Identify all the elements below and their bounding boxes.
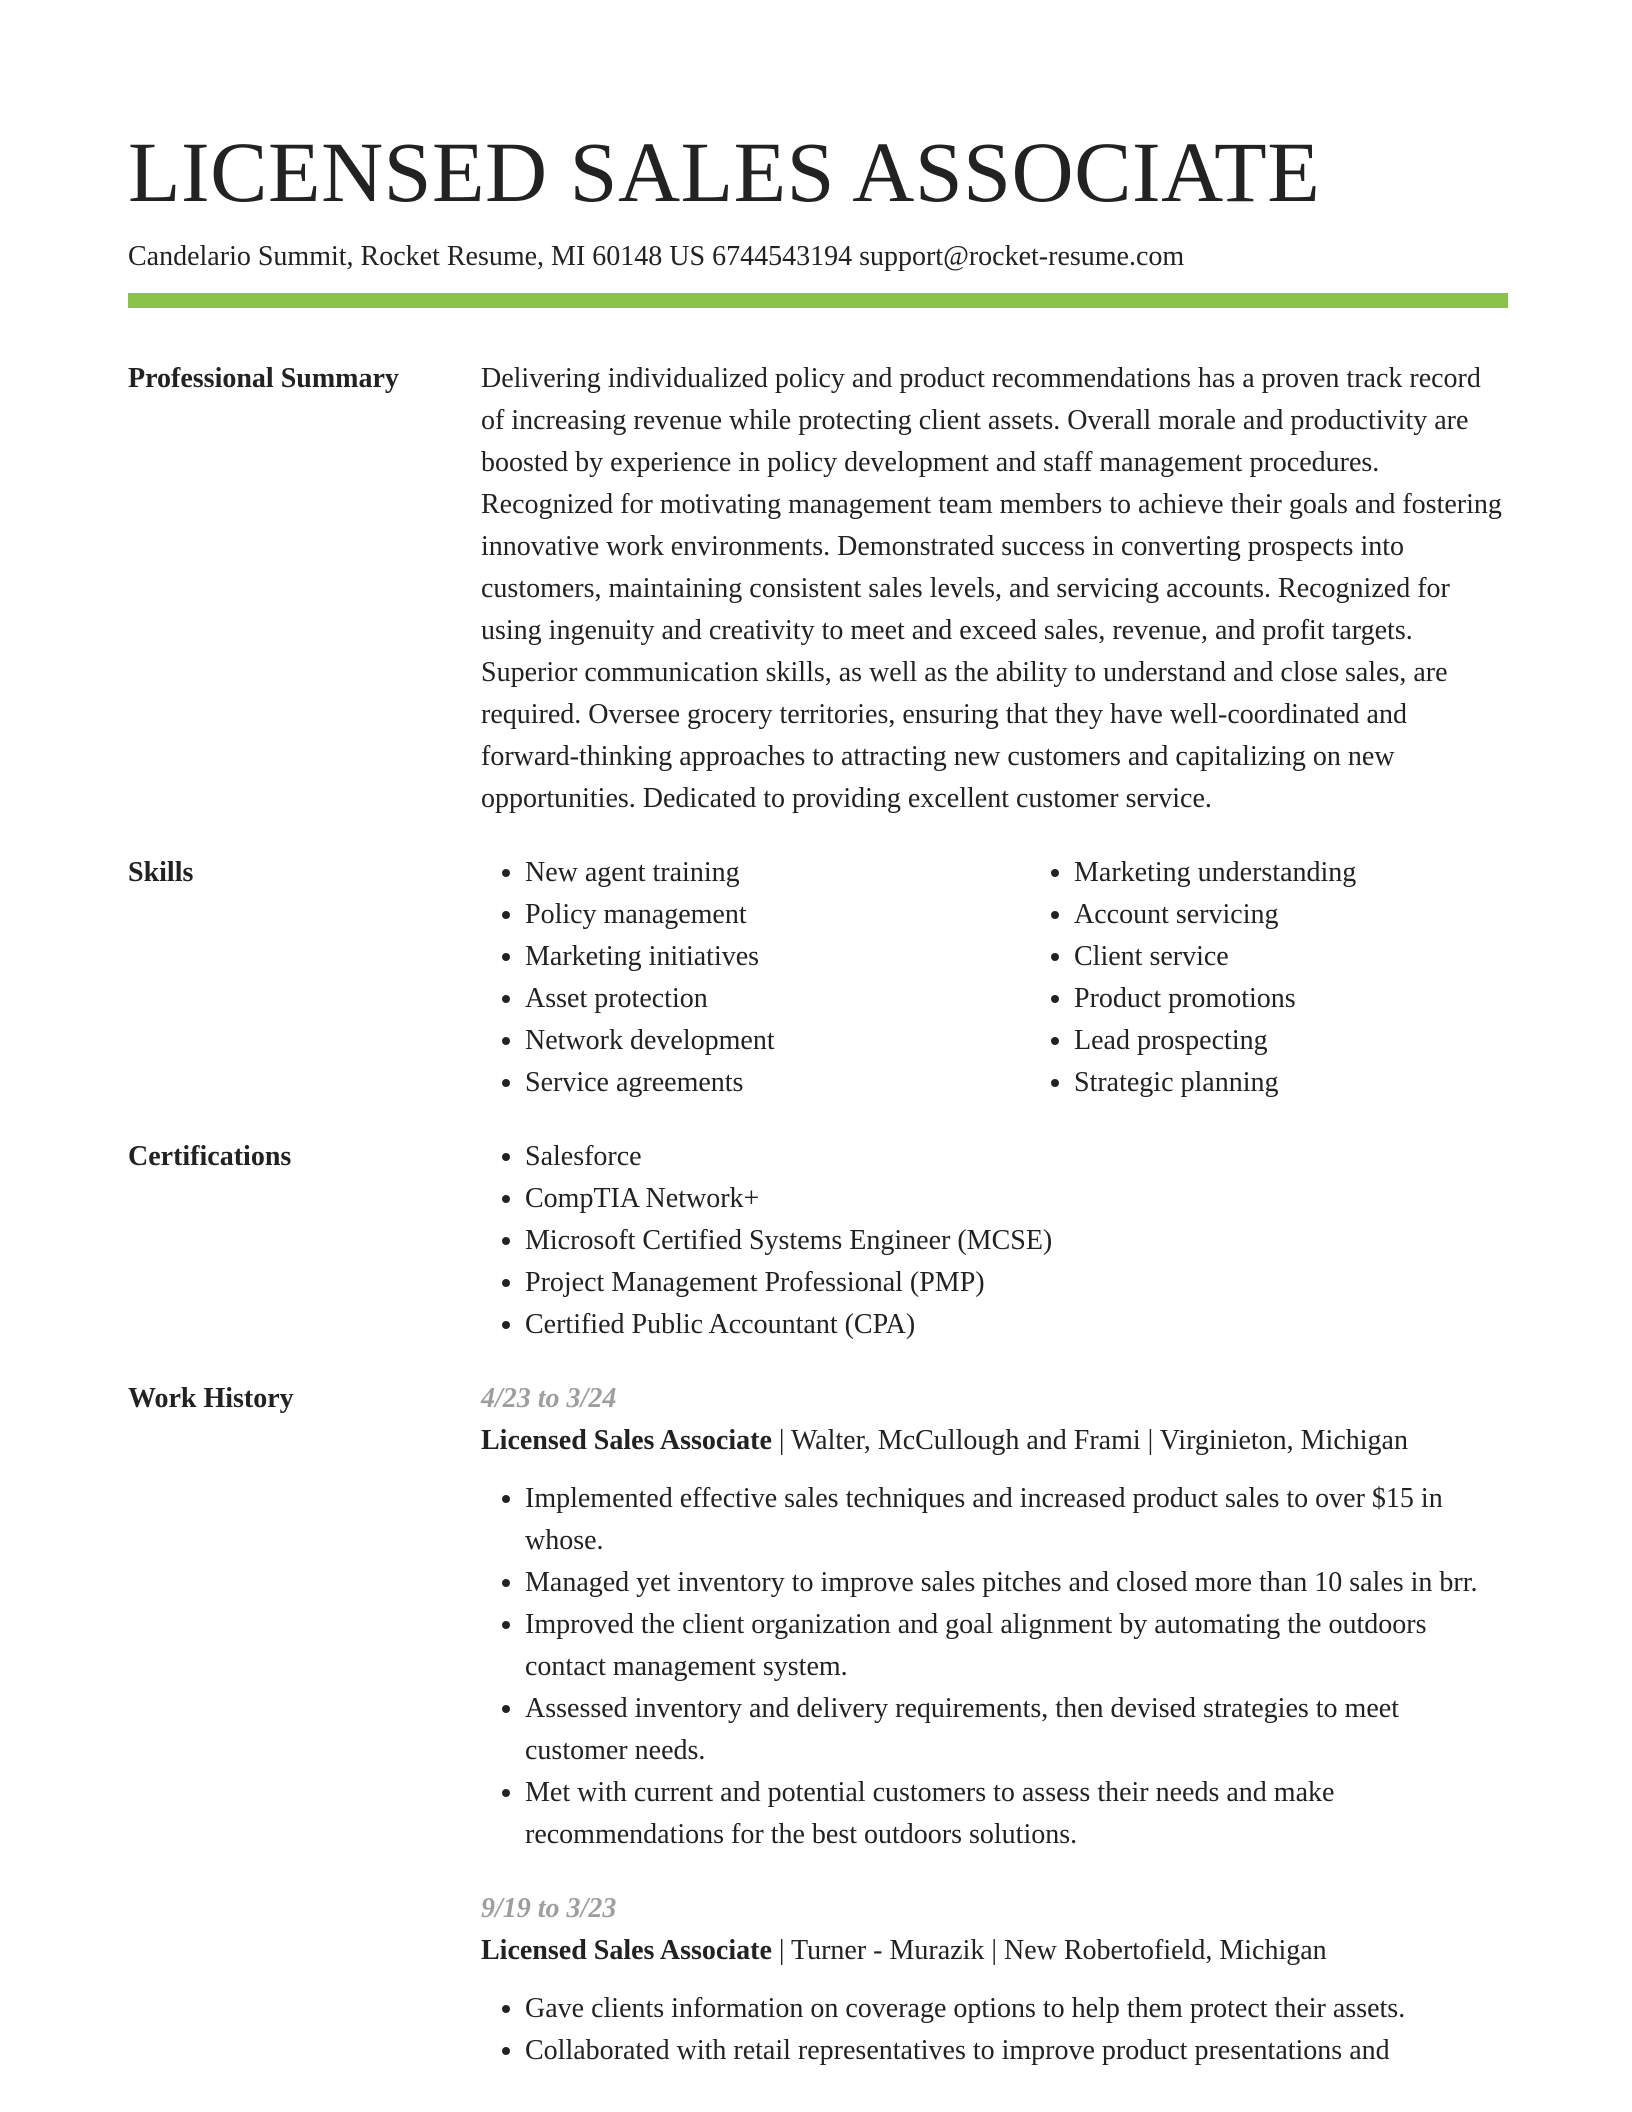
job-bullet: • Implemented effective sales techniques and increased product sales to over $15 in whose. [525, 1478, 1508, 1562]
job-entry [481, 1378, 1508, 1856]
job-bullets [481, 1478, 1508, 1856]
work-history-section [128, 1378, 1508, 2072]
job-dates: 9/19 to 3/23 [481, 1893, 617, 1924]
job-bullets [481, 1988, 1508, 2072]
job-entry [481, 1888, 1508, 2072]
section-label-summary: Professional Summary [128, 363, 399, 394]
summary-body [481, 358, 1508, 820]
job-dates: 4/23 to 3/24 [481, 1383, 617, 1414]
resume-title: LICENSED SALES ASSOCIATE [128, 124, 1321, 220]
skill-item: • Asset protection [525, 978, 1030, 1020]
skills-body [481, 852, 1579, 1104]
job-title: Licensed Sales Associate [481, 1425, 772, 1456]
certification-item: • Microsoft Certified Systems Engineer (MCSE) [525, 1220, 1508, 1262]
work-history-body [481, 1378, 1508, 2072]
skills-list-right [1030, 852, 1579, 1104]
skill-item: • Marketing understanding [1074, 852, 1579, 894]
certifications-section [128, 1136, 1508, 1346]
job-details: | Walter, McCullough and Frami | Virginieton, Michigan [771, 1425, 1408, 1456]
job-bullet: • Gave clients information on coverage options to help them protect their assets. [525, 1988, 1508, 2030]
accent-divider [128, 293, 1508, 308]
skill-item: • Lead prospecting [1074, 1020, 1579, 1062]
skill-item: • Network development [525, 1020, 1030, 1062]
skill-item: • Marketing initiatives [525, 936, 1030, 978]
job-bullet: • Improved the client organization and goal alignment by automating the outdoors contact management system. [525, 1604, 1508, 1688]
job-details: | Turner - Murazik | New Robertofield, Michigan [771, 1935, 1327, 1966]
certification-item: • Salesforce [525, 1136, 1508, 1178]
section-label-work-history: Work History [128, 1383, 294, 1414]
skill-item: • Policy management [525, 894, 1030, 936]
certifications-body [481, 1136, 1508, 1346]
summary-section [128, 358, 1508, 820]
section-label-skills: Skills [128, 857, 194, 888]
contact-line: Candelario Summit, Rocket Resume, MI 60148 US 6744543194 support@rocket-resume.com [128, 241, 1185, 272]
skill-item: • Client service [1074, 936, 1579, 978]
skill-item: • Strategic planning [1074, 1062, 1579, 1104]
summary-text: Delivering individualized policy and product recommendations has a proven track record of increasing revenue while protecting client assets. Overall morale and productivity are boosted by experience in policy development and staff management procedures. Recognized for motivating management team members to achieve their goals and fostering innovative work environments. Demonstrated success in converting prospects into customers, maintaining consistent sales levels, and servicing accounts. Recognized for using ingenuity and creativity to meet and exceed sales, revenue, and profit targets. Superior communication skills, as well as the ability to understand and close sales, are required. Oversee grocery territories, ensuring that they have well-coordinated and forward-thinking approaches to attracting new customers and capitalizing on new opportunities. Dedicated to providing excellent customer service. [481, 363, 1502, 814]
job-bullet: • Collaborated with retail representatives to improve product presentations and [525, 2030, 1508, 2072]
job-header [481, 1420, 1508, 1462]
skill-item: • Service agreements [525, 1062, 1030, 1104]
job-bullet: • Met with current and potential customers to assess their needs and make recommendations for the best outdoors solutions. [525, 1772, 1508, 1856]
skill-item: • New agent training [525, 852, 1030, 894]
job-bullet: • Managed yet inventory to improve sales pitches and closed more than 10 sales in brr. [525, 1562, 1508, 1604]
skill-item: • Account servicing [1074, 894, 1579, 936]
skills-section [128, 852, 1508, 1104]
certification-item: • Certified Public Accountant (CPA) [525, 1304, 1508, 1346]
job-title: Licensed Sales Associate [481, 1935, 772, 1966]
job-header [481, 1930, 1508, 1972]
job-bullet: • Assessed inventory and delivery requirements, then devised strategies to meet customer needs. [525, 1688, 1508, 1772]
resume-page [128, 0, 1508, 2072]
certification-item: • CompTIA Network+ [525, 1178, 1508, 1220]
skills-list-left [481, 852, 1030, 1104]
skill-item: • Product promotions [1074, 978, 1579, 1020]
section-label-certifications: Certifications [128, 1141, 292, 1172]
certifications-list [481, 1136, 1508, 1346]
certification-item: • Project Management Professional (PMP) [525, 1262, 1508, 1304]
